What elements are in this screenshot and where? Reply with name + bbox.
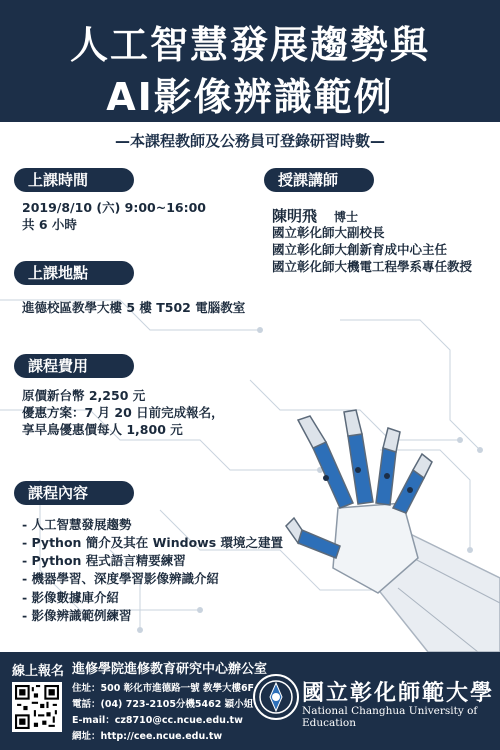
lecturer-positions xyxy=(272,225,472,276)
robot-hand-illustration xyxy=(278,408,500,652)
university-name-en: National Changhua University of Education xyxy=(302,705,478,729)
location-line: 進德校區教學大樓 5 樓 T502 電腦教室 xyxy=(22,300,246,315)
content-item: - 影像辨識範例練習 xyxy=(22,607,132,623)
registration-qr-code[interactable] xyxy=(12,682,62,732)
address-text: 住址：500 彰化市進德路一號 教學大樓6F xyxy=(72,683,255,694)
fee-section-label: 課程費用 xyxy=(14,354,134,378)
content-item: - Python 簡介及其在 Windows 環境之建置 xyxy=(22,535,283,551)
lecturer-position: 國立彰化師大副校長 xyxy=(272,225,385,240)
content-item: - Python 程式語言精要練習 xyxy=(22,553,186,569)
location-text xyxy=(22,300,245,317)
fee-line: 享早鳥優惠價每人 1,800 元 xyxy=(22,421,183,437)
header-banner xyxy=(0,0,500,122)
email-link[interactable]: E-mail：cz8710@cc.ncue.edu.tw xyxy=(72,715,243,726)
online-register-label: 線上報名 xyxy=(12,664,65,679)
lecturer-degree: 博士 xyxy=(334,210,359,224)
title-line-2: AI影像辨識範例 xyxy=(106,75,394,119)
time-line-hours: 共 6 小時 xyxy=(22,216,77,232)
time-line-date: 2019/8/10 (六) 9:00~16:00 xyxy=(22,200,206,215)
subtitle: —本課程教師及公務員可登錄研習時數— xyxy=(114,132,385,150)
phone-text: 電話：(04) 723-2105分機5462 穎小姐 xyxy=(72,699,254,710)
office-name: 進修學院進修教育研究中心辦公室 xyxy=(72,662,268,677)
content-item: - 機器學習、深度學習影像辨識介紹 xyxy=(22,571,220,587)
content-section-label: 課程內容 xyxy=(14,481,134,505)
title-line-1: 人工智慧發展趨勢與 xyxy=(69,23,430,67)
content-item: - 人工智慧發展趨勢 xyxy=(22,517,132,532)
lecturer-name: 陳明飛 xyxy=(272,207,318,225)
university-seal-logo xyxy=(253,674,299,720)
location-section-label: 上課地點 xyxy=(14,261,134,285)
fee-line: 優惠方案：7 月 20 日前完成報名， xyxy=(22,404,224,420)
time-text xyxy=(22,200,206,234)
fee-line: 原價新台幣 2,250 元 xyxy=(22,388,146,403)
lecturer-position: 國立彰化師大機電工程學系專任教授 xyxy=(272,258,473,274)
content-item: - 影像數據庫介紹 xyxy=(22,589,120,605)
qr-code-icon xyxy=(15,685,59,729)
fee-text xyxy=(22,388,224,439)
content-list xyxy=(22,516,283,625)
university-name-zh: 國立彰化師範大學 xyxy=(302,680,495,706)
website-link[interactable]: 網址：http://cee.ncue.edu.tw xyxy=(72,731,223,742)
time-section-label: 上課時間 xyxy=(14,168,134,192)
lecturer-position: 國立彰化師大創新育成中心主任 xyxy=(272,241,448,257)
lecturer-section-label: 授課講師 xyxy=(264,168,374,192)
